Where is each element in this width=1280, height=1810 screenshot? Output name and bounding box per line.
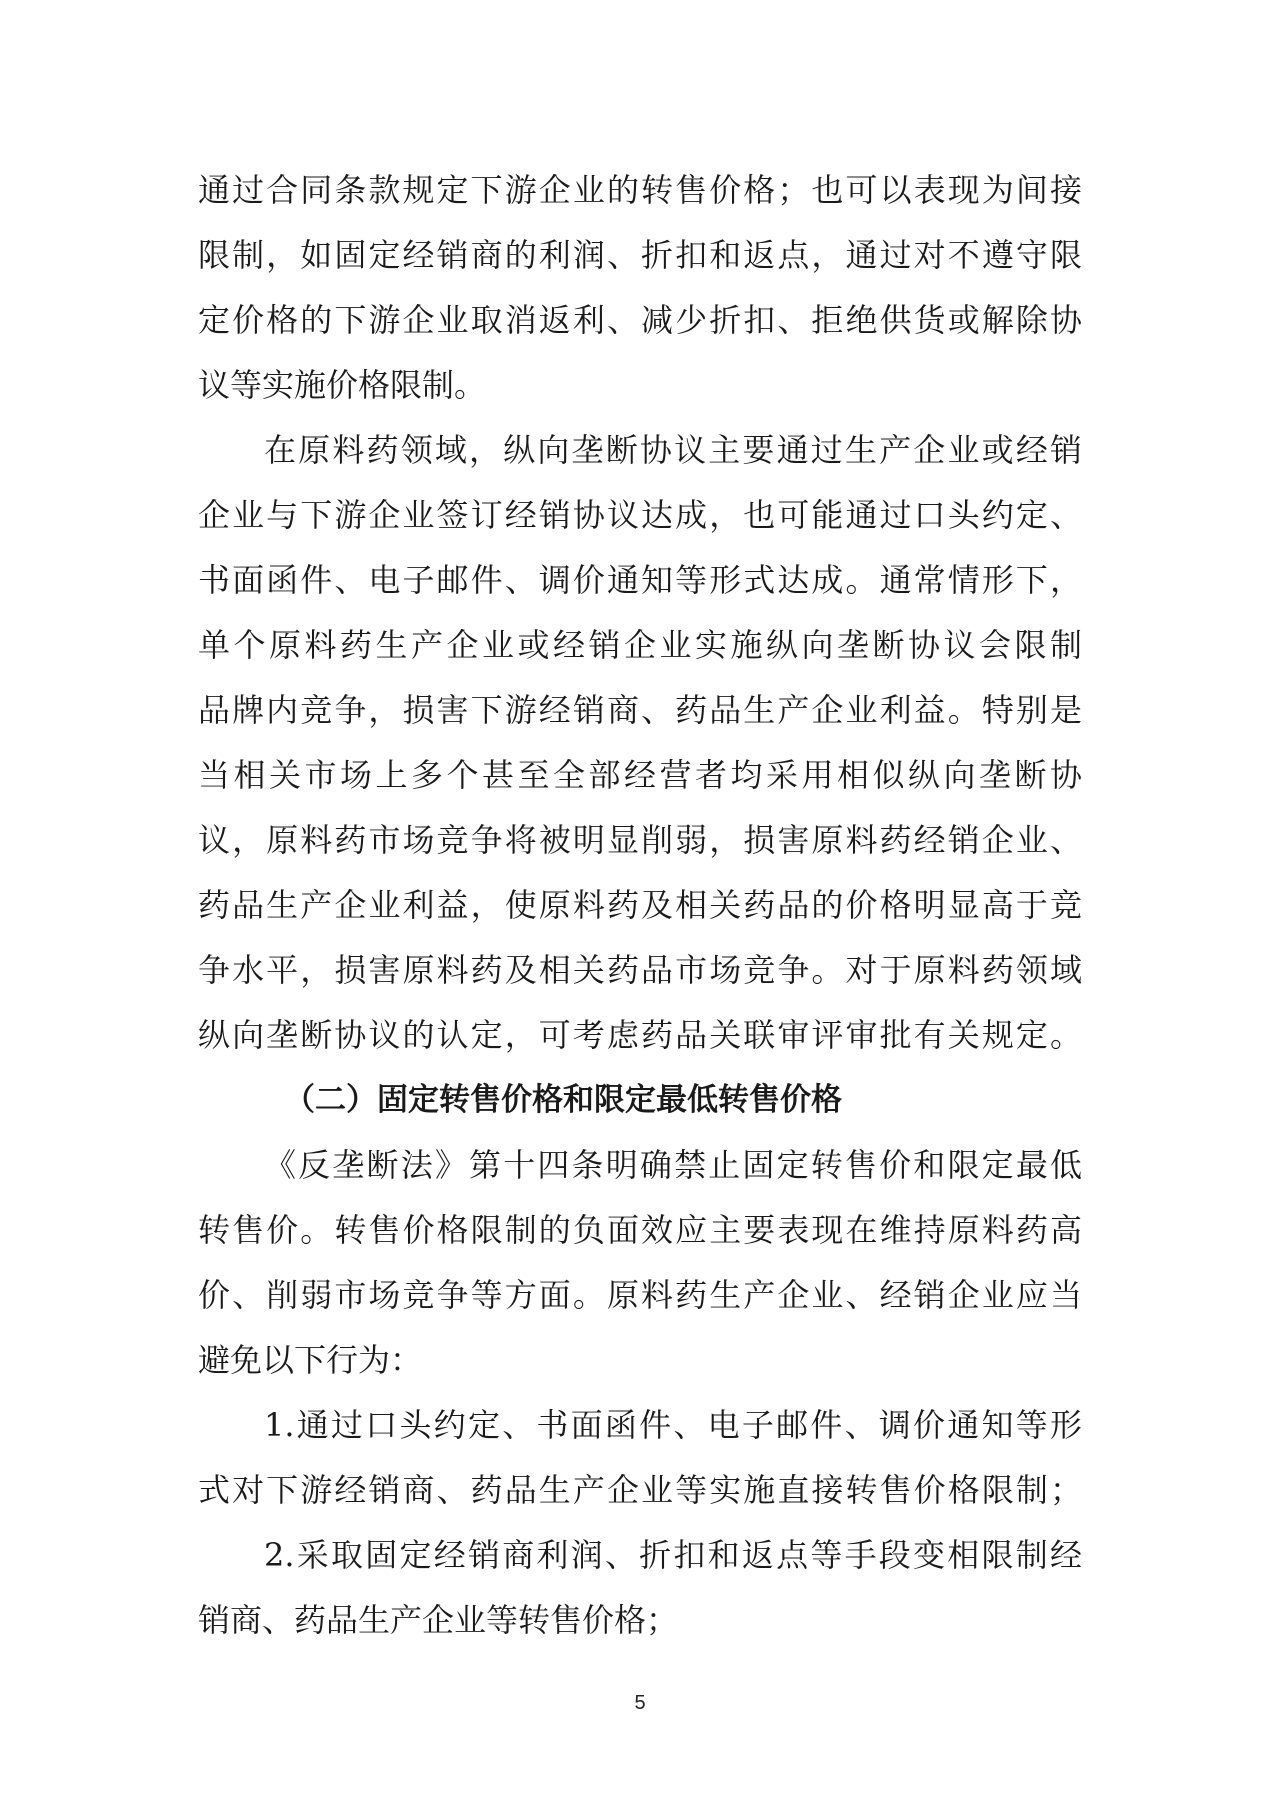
text-line: 通过合同条款规定下游企业的转售价格；也可以表现为间接 xyxy=(198,171,1082,209)
text-line: 品牌内竞争，损害下游经销商、药品生产企业利益。特别是 xyxy=(198,691,1082,729)
paragraph-first-line: 在原料药领域，纵向垄断协议主要通过生产企业或经销 xyxy=(264,431,1082,469)
text-line: 转售价。转售价格限制的负面效应主要表现在维持原料药高 xyxy=(198,1211,1082,1249)
text-line: 议等实施价格限制。 xyxy=(198,366,487,404)
text-line: 争水平，损害原料药及相关药品市场竞争。对于原料药领域 xyxy=(198,951,1082,989)
text-line: 价、削弱市场竞争等方面。原料药生产企业、经销企业应当 xyxy=(198,1276,1082,1314)
text-line: 避免以下行为： xyxy=(198,1341,423,1379)
text-line: 销商、药品生产企业等转售价格； xyxy=(198,1601,679,1639)
document-body xyxy=(198,158,1082,1653)
section-heading: （二）固定转售价格和限定最低转售价格 xyxy=(284,1082,842,1118)
text-line: 限制，如固定经销商的利润、折扣和返点，通过对不遵守限 xyxy=(198,236,1082,274)
list-item-first-line: 2.采取固定经销商利润、折扣和返点等手段变相限制经 xyxy=(264,1536,1082,1574)
text-line: 纵向垄断协议的认定，可考虑药品关联审评审批有关规定。 xyxy=(198,1016,1082,1054)
list-item-first-line: 1.通过口头约定、书面函件、电子邮件、调价通知等形 xyxy=(264,1406,1082,1444)
text-line: 议，原料药市场竞争将被明显削弱，损害原料药经销企业、 xyxy=(198,821,1082,859)
paragraph-first-line: 《反垄断法》第十四条明确禁止固定转售价和限定最低 xyxy=(264,1146,1082,1184)
page-number: 5 xyxy=(634,1692,646,1714)
text-line: 定价格的下游企业取消返利、减少折扣、拒绝供货或解除协 xyxy=(198,301,1082,339)
text-line: 书面函件、电子邮件、调价通知等形式达成。通常情形下， xyxy=(198,561,1082,599)
text-line: 式对下游经销商、药品生产企业等实施直接转售价格限制； xyxy=(198,1471,1082,1509)
text-line: 企业与下游企业签订经销协议达成，也可能通过口头约定、 xyxy=(198,496,1082,534)
text-line: 药品生产企业利益，使原料药及相关药品的价格明显高于竞 xyxy=(198,886,1082,924)
text-line: 当相关市场上多个甚至全部经营者均采用相似纵向垄断协 xyxy=(198,756,1082,794)
text-line: 单个原料药生产企业或经销企业实施纵向垄断协议会限制 xyxy=(198,626,1082,664)
